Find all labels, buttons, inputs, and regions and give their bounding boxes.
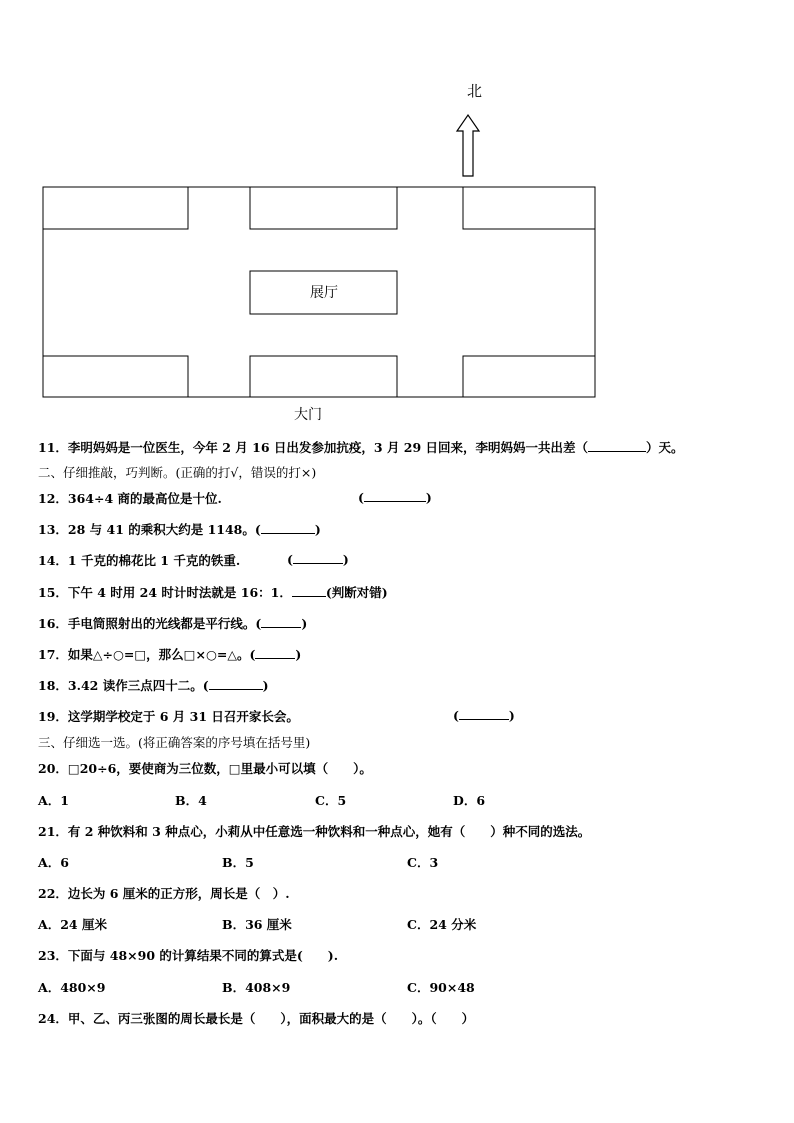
q23-option-b[interactable]: B．408×9 [222,980,291,995]
question-17-text: 17．如果△÷○=□，那么□×○=△。( [38,647,256,662]
question-15-tail: (判断对错) [325,585,388,600]
answer-blank[interactable] [209,677,263,690]
paren-close: ) [342,552,349,567]
question-11-text: 11．李明妈妈是一位医生，今年 2 月 16 日出发参加抗疫，3 月 29 日回来，李明妈妈一共出差（ [38,440,589,455]
question-12 [38,489,222,507]
question-12-text: 12．364÷4 商的最高位是十位. [38,491,222,506]
answer-blank[interactable] [261,615,301,628]
q20-option-a[interactable]: A．1 [38,793,69,808]
question-16 [38,614,307,632]
section-2-heading: 二、仔细推敲，巧判断。(正确的打√，错误的打×) [38,465,317,480]
question-15-text: 15．下午 4 时用 24 时计时法就是 16：1． [38,585,292,600]
question-23: 23．下面与 48×90 的计算结果不同的算式是( ). [38,948,339,963]
paren-close: ) [314,522,321,537]
answer-blank[interactable] [588,439,646,452]
room-bottom-right [463,356,595,397]
paren-close: ) [508,708,515,723]
paren-close: ) [425,490,432,505]
question-24: 24．甲、乙、丙三张图的周长最长是（ ），面积最大的是（ ）。（ ） [38,1011,475,1026]
question-17 [38,645,301,663]
question-19-answer [453,707,515,723]
question-21: 21．有 2 种饮料和 3 种点心，小莉从中任意选一种饮料和一种点心，她有（ ）种不同的选法。 [38,824,591,839]
q22-option-c[interactable]: C．24 分米 [407,917,477,932]
room-top-left [43,187,188,229]
room-top-right [463,187,595,229]
question-11 [38,438,684,456]
paren-open: ( [358,490,364,505]
question-19 [38,707,299,725]
question-18-text: 18．3.42 读作三点四十二。( [38,678,209,693]
question-14-answer [287,551,349,567]
question-16-text: 16．手电筒照射出的光线都是平行线。( [38,616,262,631]
question-15 [38,583,388,601]
paren-close: ) [301,616,308,631]
north-arrow-icon [457,115,479,176]
question-22: 22．边长为 6 厘米的正方形，周长是（ ）. [38,886,290,901]
answer-blank[interactable] [364,489,426,502]
q20-option-d[interactable]: D．6 [453,793,486,808]
gate-label: 大门 [294,407,322,423]
answer-blank[interactable] [261,521,315,534]
map-drawing [0,0,794,430]
room-top-middle [250,187,397,229]
question-11-tail: ）天。 [646,440,684,455]
exhibition-map [0,0,794,430]
answer-blank[interactable] [292,584,326,597]
paren-open: ( [453,708,459,723]
q21-option-a[interactable]: A．6 [38,855,69,870]
question-20: 20．□20÷6，要使商为三位数，□里最小可以填（ ）。 [38,761,372,776]
room-bottom-middle [250,356,397,397]
question-13-text: 13．28 与 41 的乘积大约是 1148。( [38,522,261,537]
question-13 [38,520,321,538]
section-3-heading: 三、仔细选一选。(将正确答案的序号填在括号里) [38,735,311,750]
q21-option-c[interactable]: C．3 [407,855,439,870]
answer-blank[interactable] [459,707,509,720]
room-bottom-left [43,356,188,397]
q21-option-b[interactable]: B．5 [222,855,254,870]
q20-option-c[interactable]: C．5 [315,793,347,808]
q23-option-c[interactable]: C．90×48 [407,980,475,995]
q20-option-b[interactable]: B．4 [175,793,207,808]
question-14 [38,551,240,569]
question-19-text: 19．这学期学校定于 6 月 31 日召开家长会。 [38,709,299,724]
paren-close: ) [262,678,269,693]
paren-open: ( [287,552,293,567]
question-14-text: 14．1 千克的棉花比 1 千克的铁重. [38,553,241,568]
q22-option-a[interactable]: A．24 厘米 [38,917,107,932]
question-12-answer [358,489,432,505]
hall-label: 展厅 [310,285,338,301]
answer-blank[interactable] [255,646,295,659]
paren-close: ) [295,647,302,662]
answer-blank[interactable] [293,551,343,564]
north-label: 北 [467,82,483,100]
question-18 [38,676,269,694]
q22-option-b[interactable]: B．36 厘米 [222,917,292,932]
q23-option-a[interactable]: A．480×9 [38,980,106,995]
